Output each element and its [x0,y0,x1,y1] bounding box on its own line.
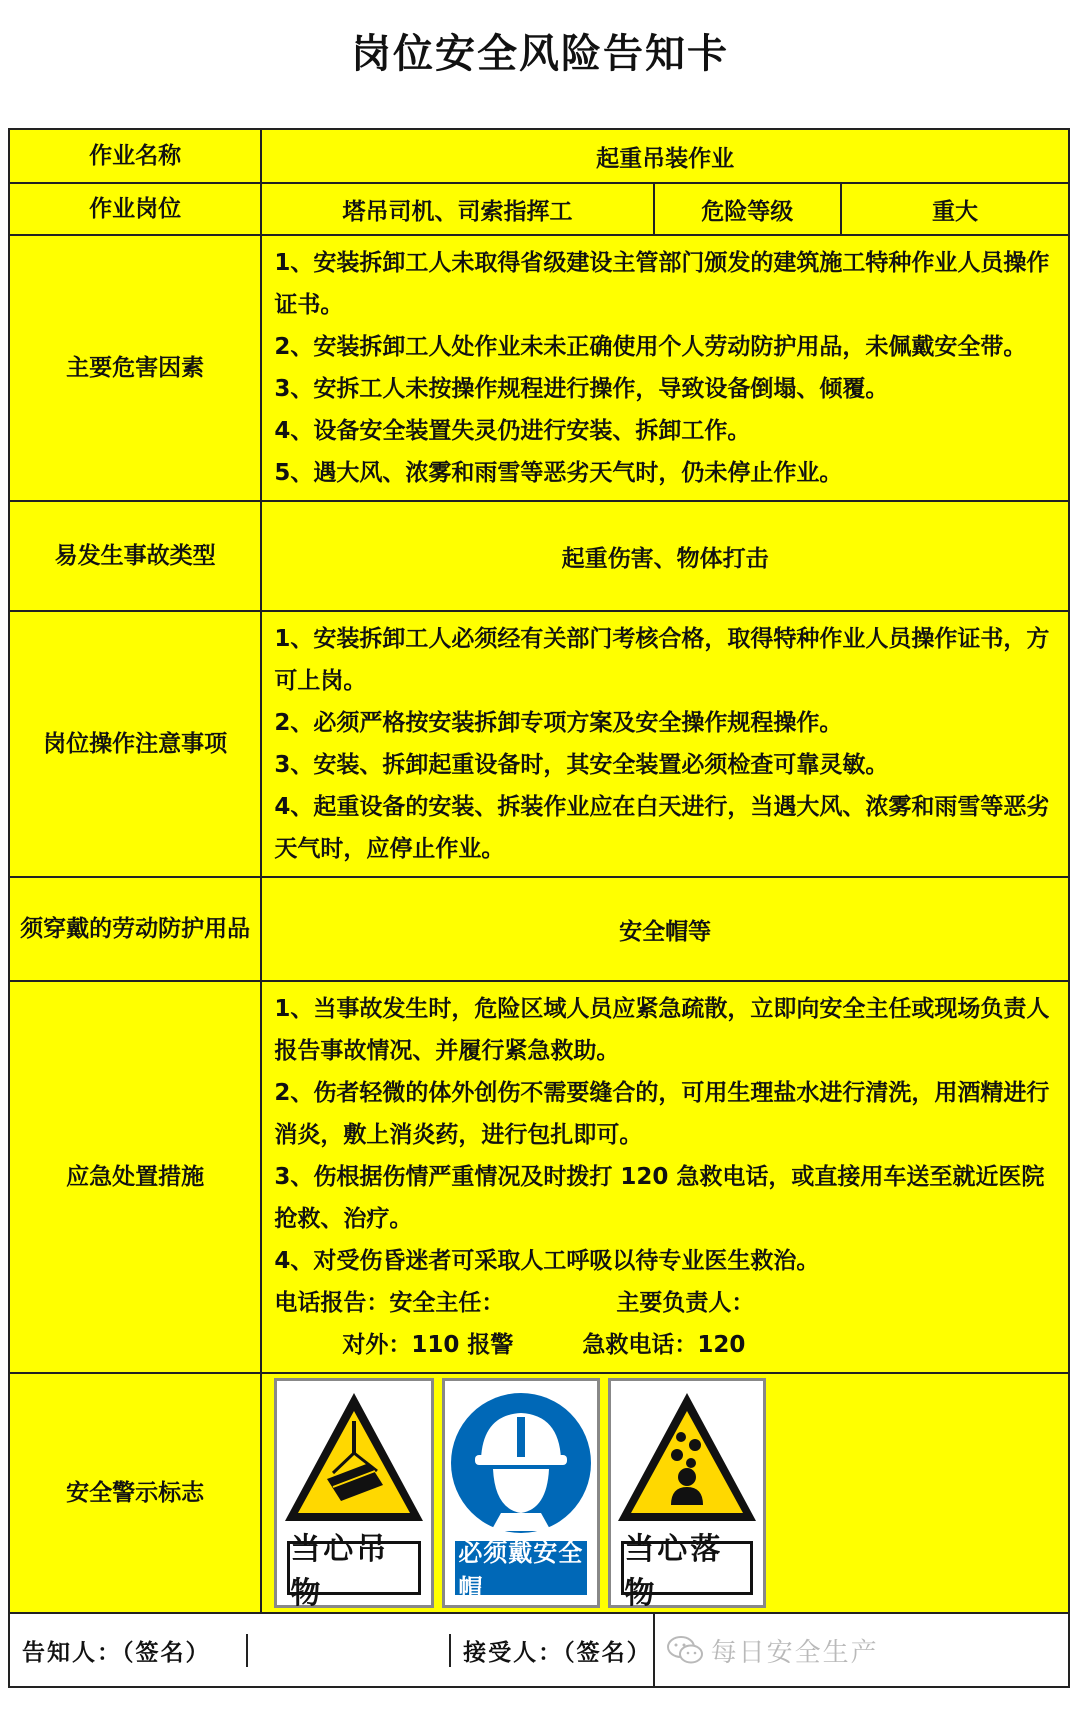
receiver-label: 接受人：（签名） [449,1634,652,1667]
precautions-list [261,611,1069,877]
notifier-signature [9,1613,654,1687]
hazard-item: 5、遇大风、浓雾和雨雪等恶劣天气时，仍未停止作业。 [274,460,843,486]
precaution-item: 1、安装拆卸工人必须经有关部门考核合格，取得特种作业人员操作证书，方可上岗。 [274,626,1050,694]
first-aid-number: 急救电话：120 [582,1332,746,1358]
hazards-list [261,235,1069,501]
job-post-value: 塔吊司机、司索指挥工 [261,183,653,235]
accident-type-value: 起重伤害、物体打击 [261,501,1069,611]
sign-caption: 必须戴安全帽 [455,1541,587,1595]
job-name-value: 起重吊装作业 [261,129,1069,183]
hazard-item: 4、设备安全装置失灵仍进行安装、拆卸工作。 [274,418,751,444]
wear-helmet-icon [445,1381,597,1541]
precaution-item: 3、安装、拆卸起重设备时，其安全装置必须检查可靠灵敏。 [274,752,889,778]
risk-level-value: 重大 [841,183,1069,235]
falling-objects-warning-icon [611,1381,763,1541]
emergency-item: 2、伤者轻微的体外创伤不需要缝合的，可用生理盐水进行清洗，用酒精进行消炎，敷上消炎药，进行包扎即可。 [274,1080,1050,1148]
notifier-signature-field[interactable] [246,1634,449,1667]
emergency-item: 1、当事故发生时，危险区域人员应紧急疏散，立即向安全主任或现场负责人报告事故情况、并履行紧急救助。 [274,996,1050,1064]
emergency-item: 3、伤根据伤情严重情况及时拨打 120 急救电话，或直接用车送至就近医院抢救、治疗。 [274,1164,1045,1232]
receiver-signature[interactable] [654,1613,1069,1687]
sign-caption: 当心落物 [621,1541,753,1595]
ppe-value: 安全帽等 [261,877,1069,981]
emergency-label: 应急处置措施 [9,981,261,1373]
phone-report-main-person: 主要负责人： [616,1290,755,1316]
external-alarm-number: 对外：110 报警 [342,1332,514,1358]
precaution-item: 2、必须严格按安装拆卸专项方案及安全操作规程操作。 [274,710,843,736]
risk-level-label: 危险等级 [654,183,841,235]
emergency-item: 4、对受伤昏迷者可采取人工呼吸以待专业医生救治。 [274,1248,820,1274]
signs-cell [261,1373,1069,1613]
sign-falling-objects [608,1378,766,1611]
watermark-text: 每日安全生产 [710,1637,879,1668]
hazard-item: 2、安装拆卸工人处作业未未正确使用个人劳动防护用品，未佩戴安全带。 [274,334,1027,360]
falling-load-warning-icon [277,1381,431,1541]
hazards-label: 主要危害因素 [9,235,261,501]
signs-label: 安全警示标志 [9,1373,261,1613]
job-name-label: 作业名称 [9,129,261,183]
page-title: 岗位安全风险告知卡 [351,31,729,77]
sign-falling-load [274,1378,434,1611]
ppe-label: 须穿戴的劳动防护用品 [9,877,261,981]
emergency-list [261,981,1069,1373]
risk-card [8,128,1070,1688]
chat-bubble-icon [667,1635,703,1665]
phone-report-safety-officer: 电话报告：安全主任： [274,1290,505,1316]
sign-caption: 当心吊物 [287,1541,421,1595]
sign-wear-helmet [442,1378,600,1608]
phone-report-row [274,1282,1058,1324]
job-post-label: 作业岗位 [9,183,261,235]
hazard-item: 1、安装拆卸工人未取得省级建设主管部门颁发的建筑施工特种作业人员操作证书。 [274,250,1050,318]
watermark [667,1632,1067,1669]
phone-numbers-row [274,1324,1058,1366]
notifier-label: 告知人：（签名） [22,1639,211,1666]
hazard-item: 3、安拆工人未按操作规程进行操作，导致设备倒塌、倾覆。 [274,376,889,402]
precaution-item: 4、起重设备的安装、拆装作业应在白天进行，当遇大风、浓雾和雨雪等恶劣天气时，应停止作业。 [274,794,1050,862]
accident-type-label: 易发生事故类型 [9,501,261,611]
precautions-label: 岗位操作注意事项 [9,611,261,877]
